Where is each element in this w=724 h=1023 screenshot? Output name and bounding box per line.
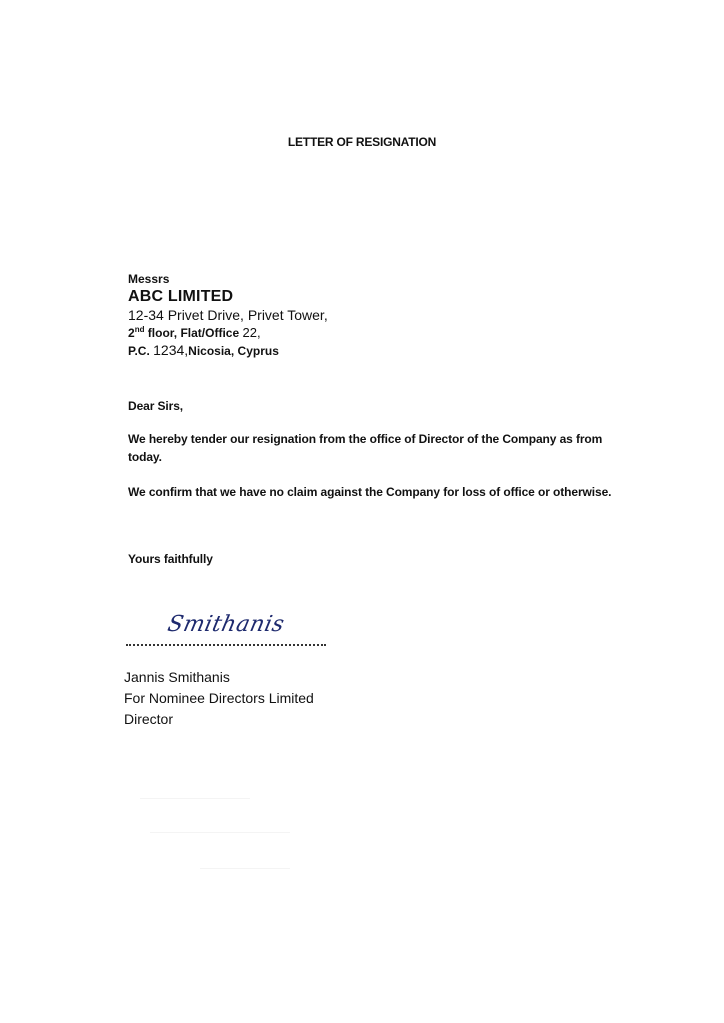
resignation-paragraph: We hereby tender our resignation from the office of Director of the Company as from today. xyxy=(128,432,603,464)
signer-name: Jannis Smithanis xyxy=(124,669,230,685)
address-line-3 xyxy=(128,343,328,357)
letter-title: LETTER OF RESIGNATION xyxy=(287,135,437,149)
signer-block xyxy=(124,667,314,730)
addressee-prefix: Messrs xyxy=(128,272,170,286)
address-line-2-sup: nd xyxy=(134,325,145,334)
signer-role: Director xyxy=(124,711,174,727)
address-line-2 xyxy=(128,326,328,339)
address-line-3-text: Nicosia, Cyprus xyxy=(188,344,279,358)
addressee-block xyxy=(128,273,328,357)
address-line-3-num: 1234, xyxy=(153,342,189,358)
addressee-company: ABC LIMITED xyxy=(128,288,234,305)
handwritten-signature: Smithanis xyxy=(165,612,287,637)
closing-line: Yours faithfully xyxy=(128,552,213,566)
scan-artifact xyxy=(200,868,290,869)
address-line-3-prefix: P.C. xyxy=(128,344,154,358)
no-claim-paragraph: We confirm that we have no claim against the Company for loss of office or otherwise. xyxy=(128,485,612,499)
scan-artifact xyxy=(140,798,250,799)
address-line-2-num: 22, xyxy=(242,325,261,340)
signer-organisation: For Nominee Directors Limited xyxy=(124,690,314,706)
scan-artifact xyxy=(150,832,290,833)
address-line-2-prefix: 2 xyxy=(128,326,135,340)
address-line-2-text: floor, Flat/Office xyxy=(144,326,243,340)
greeting: Dear Sirs, xyxy=(128,399,184,413)
address-line-1: 12-34 Privet Drive, Privet Tower, xyxy=(128,307,328,323)
signature-line xyxy=(126,644,326,646)
